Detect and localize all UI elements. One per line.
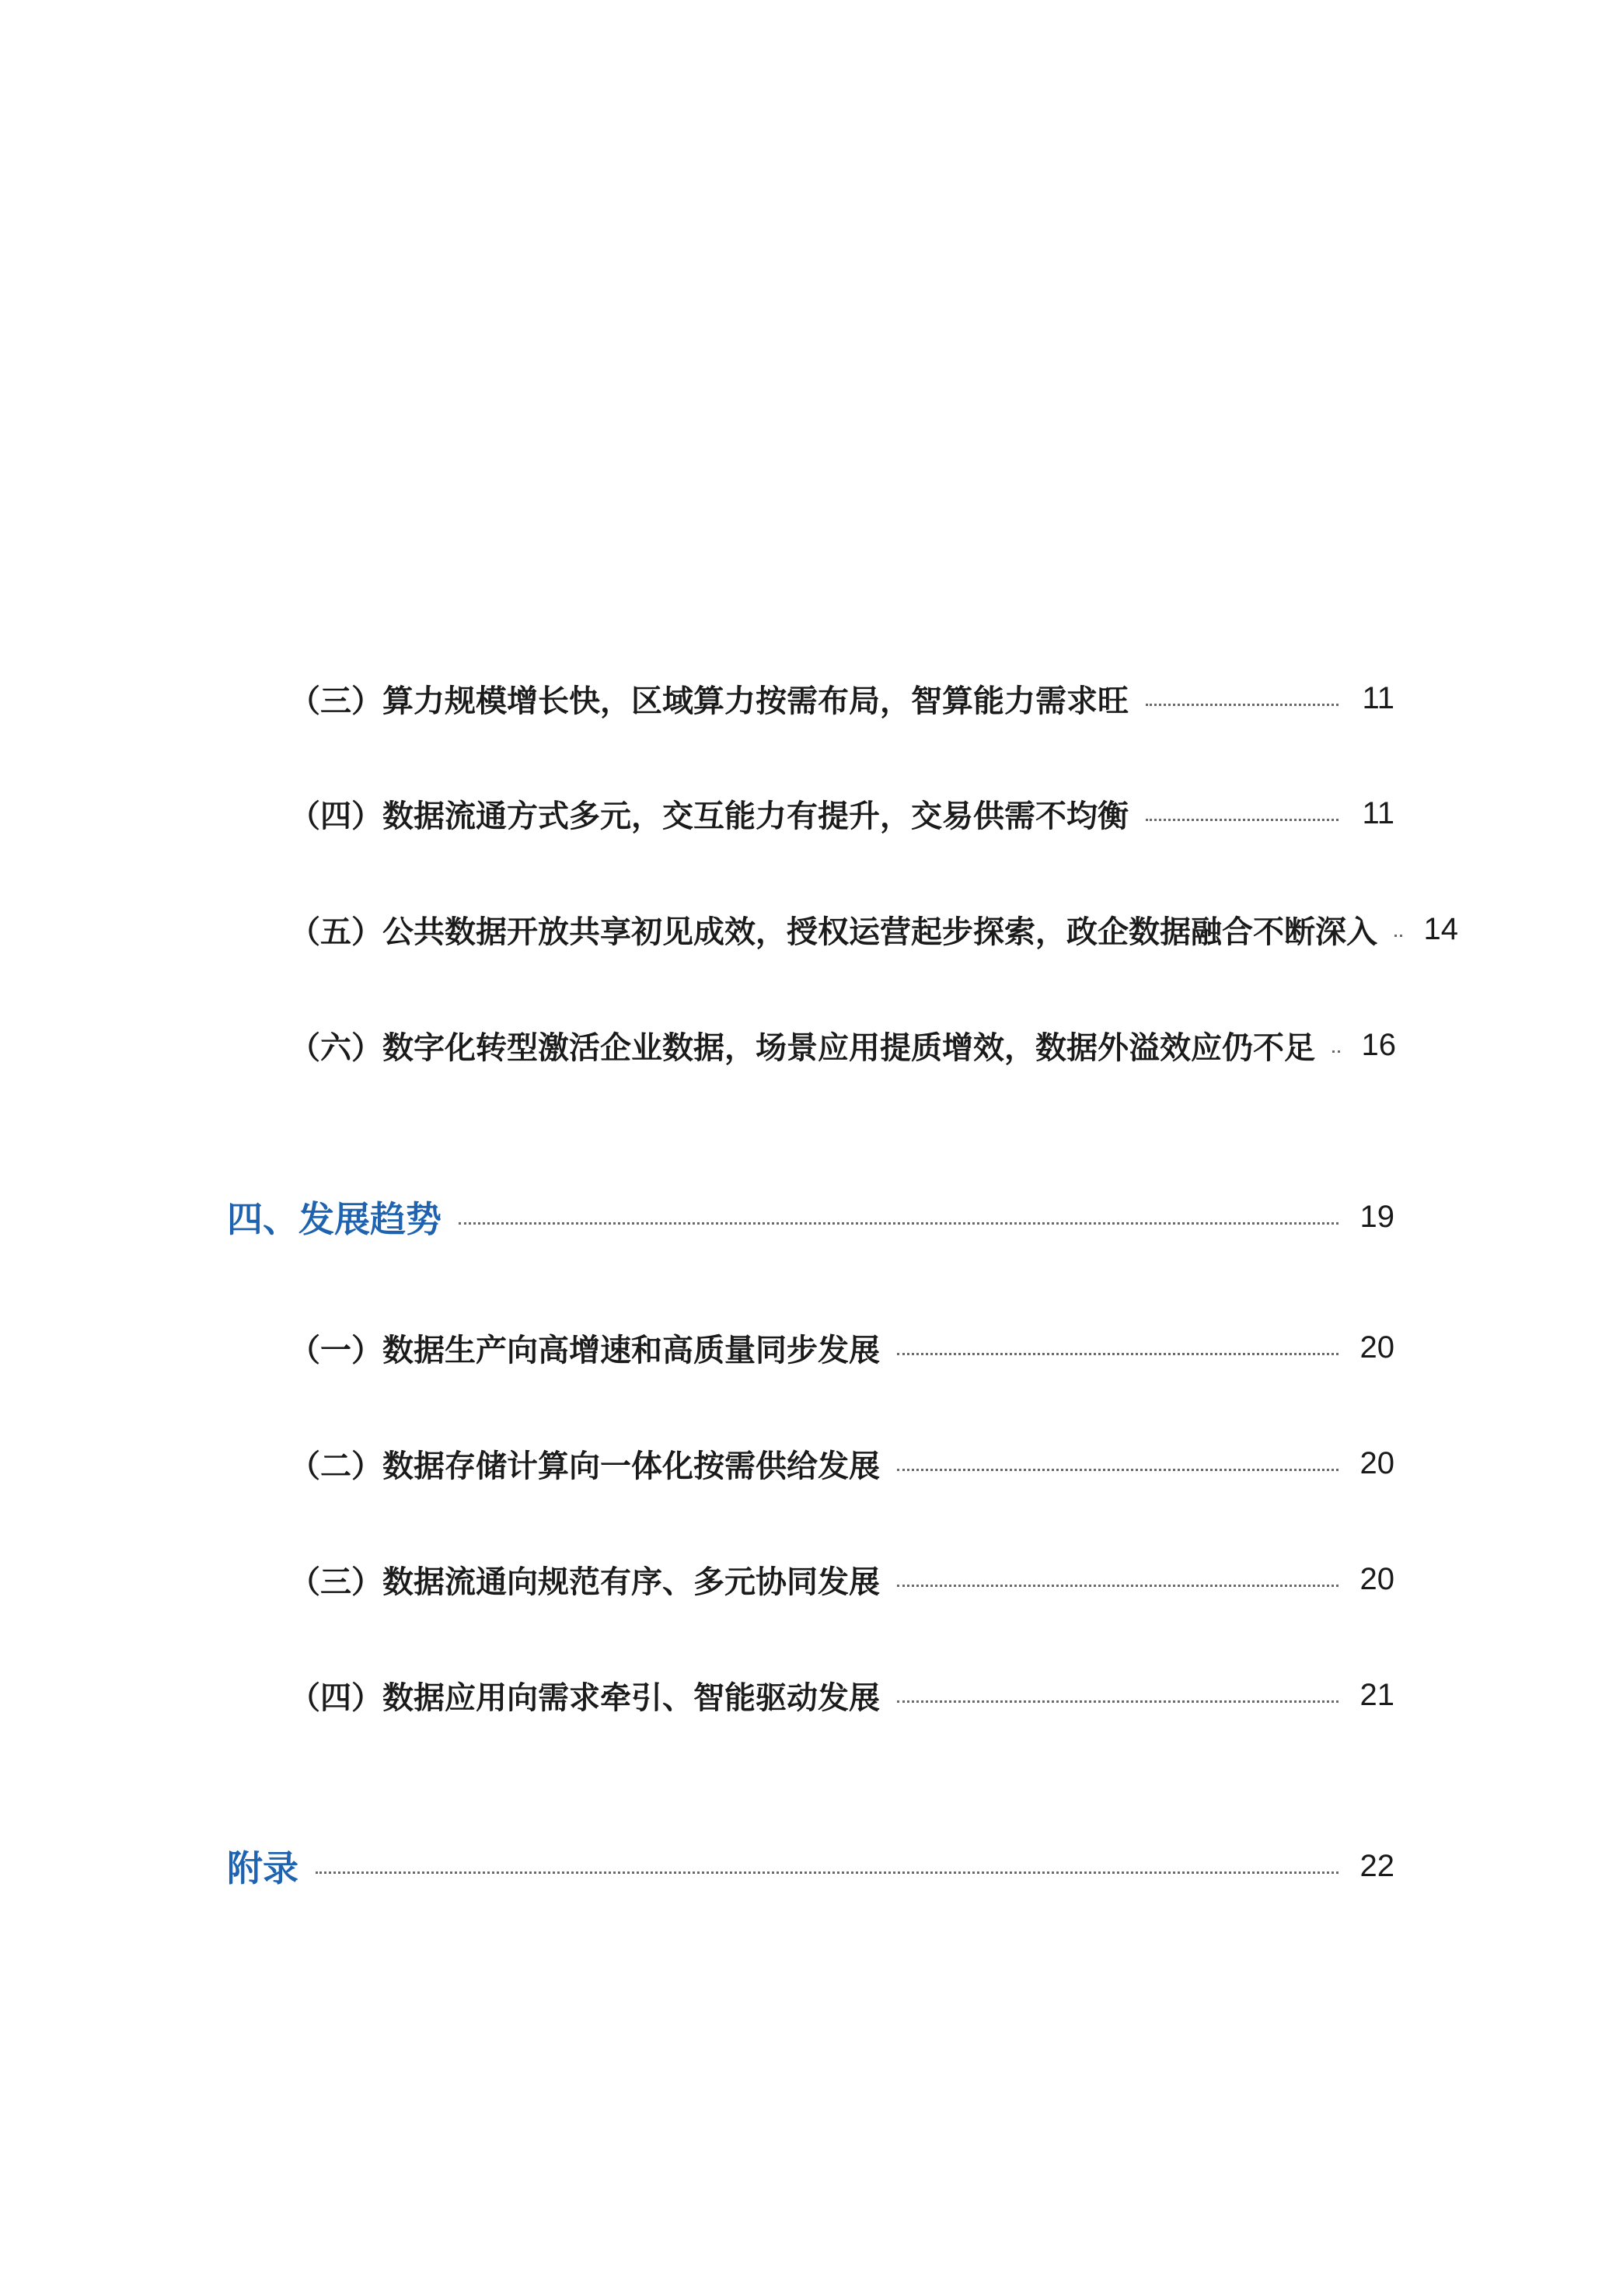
toc-entry-title: （四）数据应用向需求牵引、智能驱动发展 [289,1679,880,1716]
toc-entry-4-4[interactable] [289,1672,1394,1718]
dot-leader [1394,935,1402,937]
toc-page-number: 11 [1362,795,1394,830]
toc-page-number: 20 [1359,1330,1394,1365]
toc-section-title: 附录 [227,1847,298,1889]
dot-leader [1146,819,1339,821]
toc-entry-4-1[interactable] [289,1324,1394,1371]
dot-leader [1146,704,1339,706]
toc-page-number: 20 [1359,1561,1394,1596]
toc-page-number: 21 [1359,1677,1394,1712]
toc-page-number: 11 [1362,680,1394,715]
dot-leader [897,1700,1339,1703]
toc-entry-3-6[interactable] [289,1022,1394,1068]
toc-entry-title: （四）数据流通方式多元，交互能力有提升，交易供需不均衡 [289,798,1129,834]
dot-leader [459,1222,1339,1225]
toc-entry-title: （六）数字化转型激活企业数据，场景应用提质增效，数据外溢效应仍不足 [289,1029,1315,1066]
dot-leader [897,1585,1339,1587]
toc-entry-4-3[interactable] [289,1556,1394,1602]
toc-entry-3-4[interactable] [289,790,1394,837]
toc-entry-title: （二）数据存储计算向一体化按需供给发展 [289,1448,880,1484]
toc-entry-title: （五）公共数据开放共享初见成效，授权运营起步探索，政企数据融合不断深入 [289,914,1377,950]
toc-entry-4-2[interactable] [289,1440,1394,1487]
toc-page-number: 20 [1359,1445,1394,1480]
dot-leader [1332,1050,1340,1053]
toc-entry-title: （三）算力规模增长快，区域算力按需布局，智算能力需求旺 [289,683,1129,719]
toc-entry-title: （三）数据流通向规范有序、多元协同发展 [289,1564,880,1600]
toc-page-number: 14 [1423,911,1458,946]
dot-leader [897,1469,1339,1471]
toc-page-number: 19 [1359,1199,1394,1234]
toc-page-number: 22 [1359,1848,1394,1883]
toc-entry-3-5[interactable] [289,906,1458,952]
toc-page-number: 16 [1361,1027,1396,1062]
toc-section-title: 四、发展趋势 [227,1198,442,1240]
toc-section-appendix[interactable] [227,1839,1394,1893]
dot-leader [897,1353,1339,1355]
toc-entry-3-3[interactable] [289,675,1394,722]
toc-section-4[interactable] [227,1190,1394,1244]
toc-entry-title: （一）数据生产向高增速和高质量同步发展 [289,1332,880,1368]
dot-leader [316,1871,1339,1874]
